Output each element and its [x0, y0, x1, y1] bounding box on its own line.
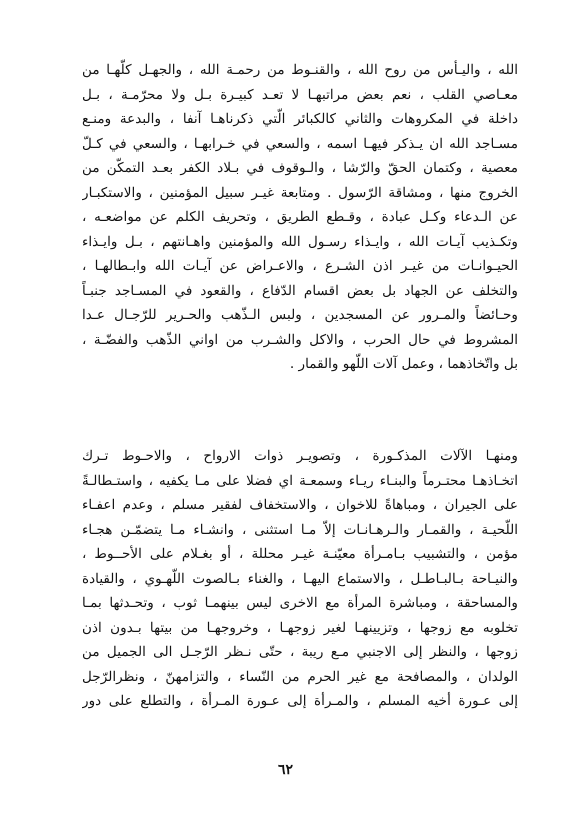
text-line: والنيـاحة بـالبـاطـل ، والاستماع اليهـا ، والغناء بـالصوت اللّهـوي ، والقيادة — [82, 570, 518, 587]
text-line: ومنهـا الآلات المذكـورة ، وتصويـر ذوات الارواح ، والاحـوط تـرك — [82, 448, 518, 464]
text-line: الخروج منها ، ومشاقة الرّسول . ومتابعة غيـر سبيل المؤمنين ، والاستكبـار — [82, 184, 518, 201]
text-line: تخلوبه مع زوجها ، وتزيينهـا لغير زوجهـا ، وخروجهـا من بيتها بـدون اذن — [82, 619, 518, 636]
text-line: والتخلف عن الجهاد بل بعض اقسام الدّفاع ، والقعود في المسـاجد جنبـاً — [82, 282, 518, 299]
text-line: معصية ، وكتمان الحقّ والرّشا ، والـوقوف في بـلاد الكفر بعـد التمكّن من — [82, 160, 518, 176]
text-line: زوجها ، والنظر إلى الاجنبي مـع ريبة ، حتّى نـظر الرّجـل الى الجميل من — [82, 644, 518, 660]
text-line: إلى عـورة أخيه المسلم ، والمـرأة إلى عـورة المـرأة ، والتطلع على دور — [82, 693, 518, 709]
text-line: بل واتّخاذهما ، وعمل آلات اللّهو والقمار . — [289, 356, 518, 372]
text-line: مسـاجد الله ان يـذكر فيهـا اسمه ، والسعي في خـرابهـا ، والسعي في كـلّ — [82, 135, 518, 152]
text-line: اللّحيـة ، والقمـار والـرهـانـات إلاّ مـا استثنى ، وانشـاء مـا يتضمّـن هجـاء — [82, 521, 518, 538]
text-line: وتكـذيب آيـات الله ، وايـذاء رسـول الله والمؤمنين واهـانتهم ، بـل وايـذاء — [82, 233, 518, 250]
page-number: ٦٢ — [277, 762, 294, 778]
text-line: المشروط في حال الحرب ، والاكل والشـرب من اواني الذّهب والفضّـة ، — [82, 331, 518, 348]
text-line: عن الـدعاء وكـل عبادة ، وقـطع الطريق ، وتحريف الكلم عن مواضعـه ، — [82, 209, 518, 225]
text-line: وحـائضاً والمـرور عن المسجدين ، ولبس الـذّهب والحـرير للرّجـال عـدا — [82, 307, 518, 323]
text-line: مؤمن ، والتشبيب بـامـرأة معيّنـة غيـر محللة ، أو بغـلام على الأحــوط ، — [82, 546, 518, 562]
text-line: الله ، واليـأس من روح الله ، والقنـوط من رحمـة الله ، والجهـل كلّهـا من — [82, 62, 518, 78]
text-line: اتخـاذهـا محتـرماً والبنـاء ريـاء وسمعـة اي فضلا على مـا يكفيه ، واستـطالـةً — [82, 472, 518, 489]
text-line: الولدان ، والمصافحة مع غير الحرم من النّساء ، والتزامهنّ ، ونظرالرّجل — [82, 668, 518, 685]
text-line: داخلة في المكروهات والثاني كالكبائر الّتي ذكرناهـا آنفا ، والبدعة ومنـع — [82, 111, 518, 127]
text-line: والمساحقة ، ومباشرة المرأة مع الاخرى ليس بينهمـا ثوب ، وتحـدثها بمـا — [82, 595, 518, 611]
paragraph-2 — [82, 444, 518, 714]
text-line: معـاصي القلب ، نعم بعض مراتبهـا لا تعـد كبيـرة بـل ولا محرّمـة ، بـل — [82, 86, 518, 103]
text-line: الحيـوانـات من غيـر اذن الشـرع ، والاعـراض عن آيـات الله وابـطالهـا ، — [82, 258, 518, 274]
paragraph-1 — [82, 58, 518, 377]
text-line: على الجيران ، ومباهاةً للاخوان ، والاستخفاف لفقير مسلم ، وعدم اعفـاء — [82, 497, 518, 513]
